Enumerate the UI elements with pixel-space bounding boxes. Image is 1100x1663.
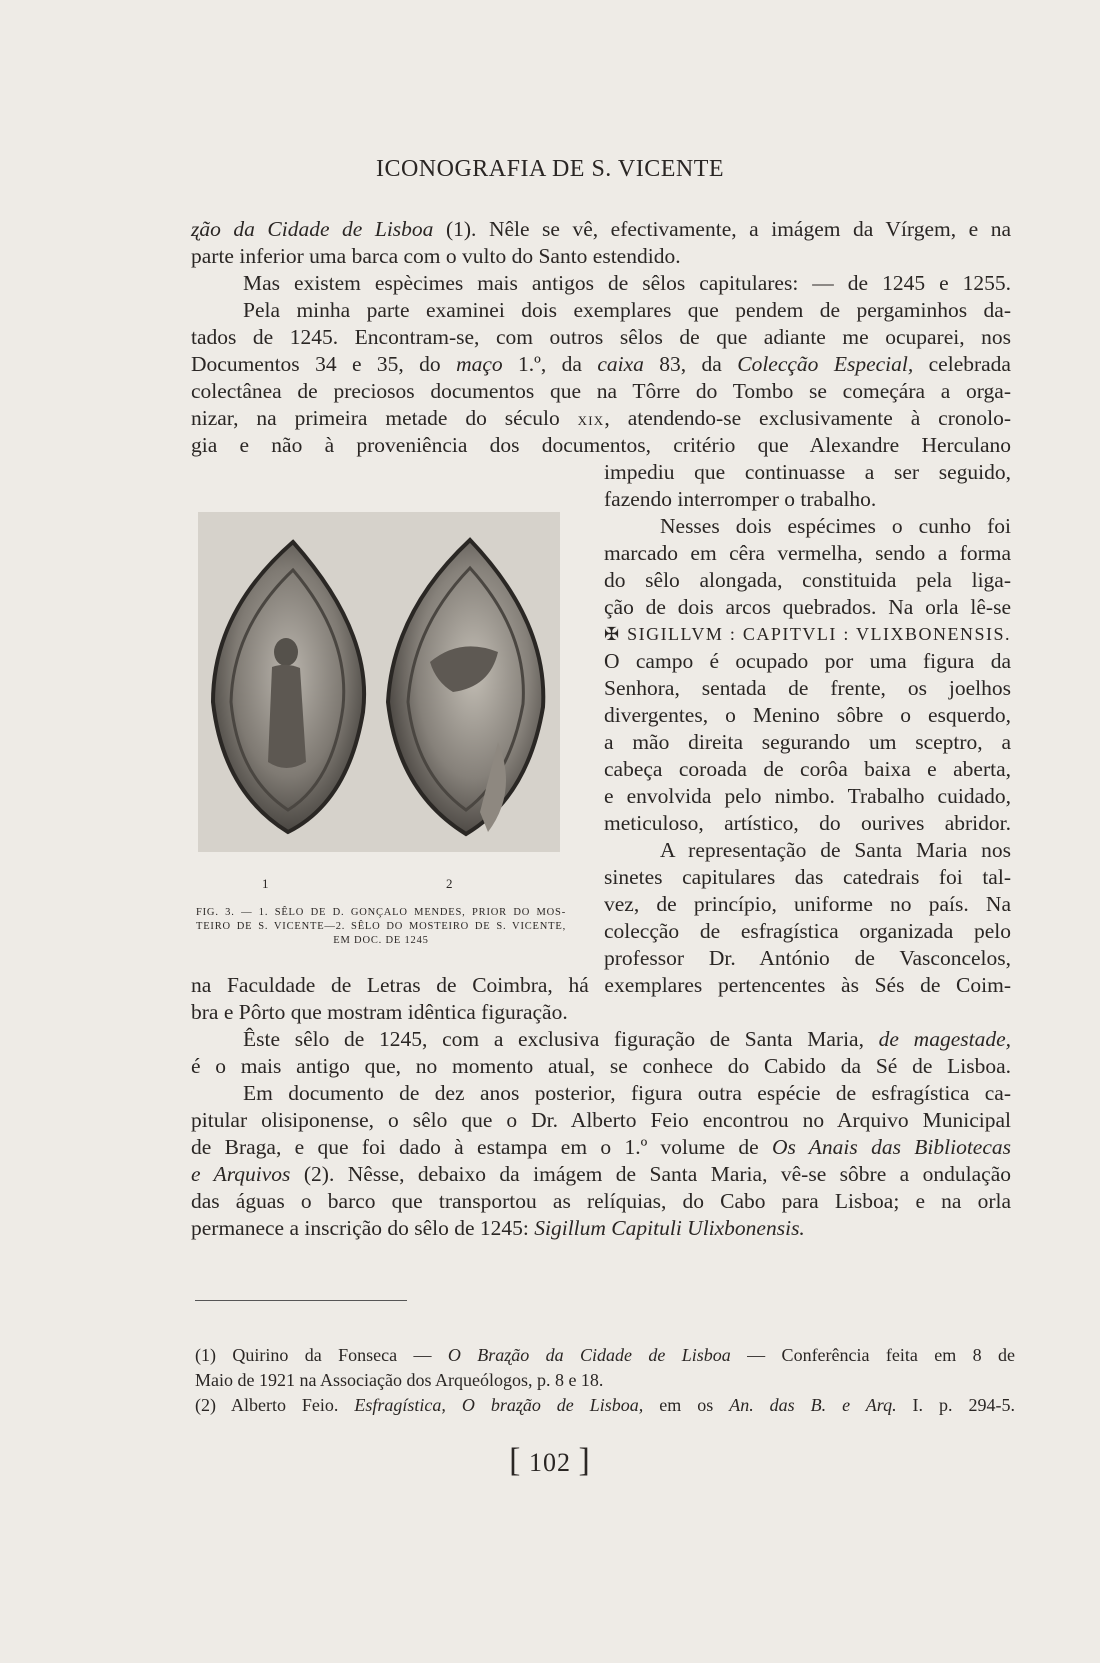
footnote-2: (2) Alberto Feio. Esfragística, O braʐão de Lisboa, em os An. das B. e Arq. I. p. 294-5. [195, 1395, 1015, 1415]
text-line: na Faculdade de Letras de Coimbra, há exemplares pertencentes às Sés de Coim- [191, 973, 1011, 997]
text-line: Em documento de dez anos posterior, figura outra espécie de esfragística ca- [243, 1081, 1011, 1105]
text-line: vez, de princípio, uniforme no país. Na [604, 892, 1011, 916]
text-line: meticuloso, artístico, do ourives abridor. [604, 811, 1011, 835]
text-line: colectânea de preciosos documentos que na Tôrre do Tombo se começára a orga- [191, 379, 1011, 403]
text-line: nizar, na primeira metade do século xix, atendendo-se exclusivamente à cronolo- [191, 406, 1011, 430]
text-line: permanece a inscrição do sêlo de 1245: Sigillum Capituli Ulixbonensis. [191, 1216, 805, 1240]
text-line: pitular olisiponense, o sêlo que o Dr. Alberto Feio encontrou no Arquivo Municipal [191, 1108, 1011, 1132]
text-line: do sêlo alongada, constituida pela liga- [604, 568, 1011, 592]
text-line: Senhora, sentada de frente, os joelhos [604, 676, 1011, 700]
text-line: e Arquivos (2). Nêsse, debaixo da imágem de Santa Maria, vê-se sôbre a ondulação [191, 1162, 1011, 1186]
figure-number-2: 2 [446, 876, 453, 891]
text-line: parte inferior uma barca com o vulto do Santo estendido. [191, 244, 681, 268]
text-line: cabeça coroada de corôa baixa e aberta, [604, 757, 1011, 781]
text-line: é o mais antigo que, no momento atual, se conhece do Cabido da Sé de Lisboa. [191, 1054, 1011, 1078]
figure-number-1: 1 [262, 876, 269, 891]
text-line: divergentes, o Menino sôbre o esquerdo, [604, 703, 1011, 727]
text-line: Nesses dois espécimes o cunho foi [660, 514, 1011, 538]
text-line: colecção de esfragística organizada pelo [604, 919, 1011, 943]
running-head: ICONOGRAFIA DE S. VICENTE [375, 156, 725, 182]
text-line: Pela minha parte examinei dois exemplares que pendem de pergaminhos da- [243, 298, 1011, 322]
footnote-1-cont: Maio de 1921 na Associação dos Arqueólogos, p. 8 e 18. [195, 1370, 604, 1390]
text-line: fazendo interromper o trabalho. [604, 487, 877, 511]
text-line: marcado em cêra vermelha, sendo a forma [604, 541, 1011, 565]
footnote-1: (1) Quirino da Fonseca — O Braʐão da Cidade de Lisboa — Conferência feita em 8 de [195, 1345, 1015, 1365]
text-line: gia e não à proveniência dos documentos, critério que Alexandre Herculano [191, 433, 1011, 457]
text-line: ʐão da Cidade de Lisboa (1). Nêle se vê, efectivamente, a imágem da Vírgem, e na [191, 217, 1011, 241]
seal-photograph [198, 512, 560, 852]
figure-caption: FIG. 3. — 1. SÊLO DE D. GONÇALO MENDES, PRIOR DO MOS- TEIRO DE S. VICENTE—2. SÊLO DO MOSTEIRO DE S. VICENTE, EM DOC. DE 1245 [196, 907, 566, 946]
text-line: ção de dois arcos quebrados. Na orla lê-se [604, 595, 1011, 619]
text-line: bra e Pôrto que mostram idêntica figuração. [191, 1000, 568, 1024]
text-line: das águas o barco que transportou as relíquias, do Cabo para Lisboa; e na orla [191, 1189, 1011, 1213]
text-line: de Braga, e que foi dado à estampa em o 1.º volume de Os Anais das Bibliotecas [191, 1135, 1011, 1159]
text-line: Mas existem espècimes mais antigos de sêlos capitulares: — de 1245 e 1255. [243, 271, 1011, 295]
page-number: [ 102 ] [509, 1442, 591, 1479]
text-line: impediu que continuasse a ser seguido, [604, 460, 1011, 484]
text-line: Documentos 34 e 35, do maço 1.º, da caixa 83, da Colecção Especial, celebrada [191, 352, 1011, 376]
seal-inscription: ✠ SIGILLVM : CAPITVLI : VLIXBONENSIS. [604, 624, 1011, 644]
text-line: tados de 1245. Encontram-se, com outros sêlos de que adiante me ocuparei, nos [191, 325, 1011, 349]
text-line: sinetes capitulares das catedrais foi tal- [604, 865, 1011, 889]
text-line: e envolvida pelo nimbo. Trabalho cuidado, [604, 784, 1011, 808]
footnote-rule [195, 1300, 407, 1301]
text-line: a mão direita segurando um sceptro, a [604, 730, 1011, 754]
text-line: O campo é ocupado por uma figura da [604, 649, 1011, 673]
text-line: Êste sêlo de 1245, com a exclusiva figuração de Santa Maria, de magestade, [243, 1027, 1011, 1051]
text-line: professor Dr. António de Vasconcelos, [604, 946, 1011, 970]
text-line: A representação de Santa Maria nos [660, 838, 1011, 862]
